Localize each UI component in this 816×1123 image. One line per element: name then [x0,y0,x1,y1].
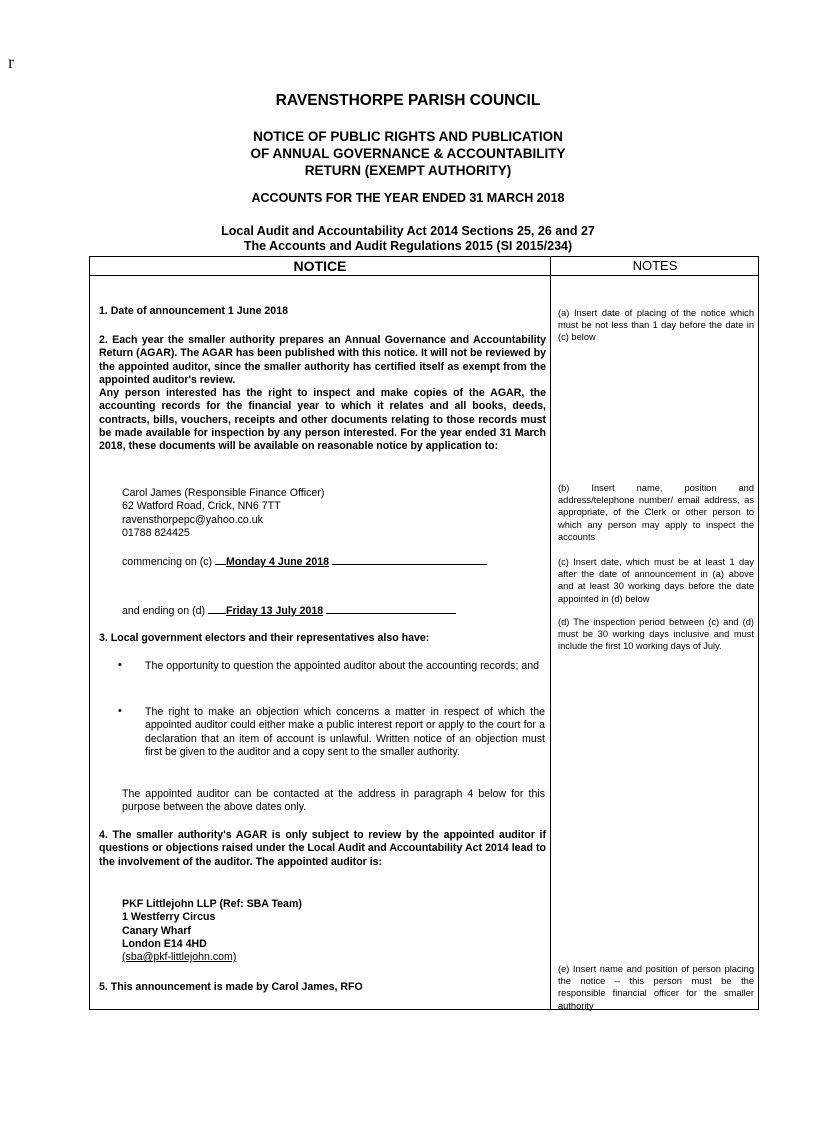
auditor-address [122,898,522,964]
auditor-area: Canary Wharf [122,924,191,937]
legislation-line-1: Local Audit and Accountability Act 2014 Sections 25, 26 and 27 [221,224,595,238]
note-b: (b) Insert name, position and address/telephone number/ email address, as appropriate, of the Clerk or other person to which any person may apply to inspect the accounts [558,483,754,542]
paragraph-3-contact: The appointed auditor can be contacted at the address in paragraph 4 below for this purpose between the above dates only. [122,788,545,814]
ending-label: and ending on (d) [122,605,206,617]
header-divider [90,275,758,276]
accounts-heading: ACCOUNTS FOR THE YEAR ENDED 31 MARCH 2018 [251,191,565,205]
column-divider [550,257,551,1009]
bullet-item-2: The right to make an objection which concerns a matter in respect of which the appointed auditor could either make a public interest report or apply to the court for a declaration that an item of account is unlawful. Written notice of an objection must first be given to the auditor and a copy sent to the smaller authority. [145,706,545,758]
contact-email: ravensthorpepc@yahoo.co.uk [122,513,263,526]
contact-phone: 01788 824425 [122,526,190,539]
note-d: (d) The inspection period between (c) and (d) must be 30 working days inclusive and must include the first 10 working days of July. [558,617,754,652]
auditor-postcode: London E14 4HD [122,937,207,950]
handwritten-mark: r [8,52,14,72]
fill-line [332,554,487,565]
auditor-name: PKF Littlejohn LLP (Ref: SBA Team) [122,898,302,910]
note-a: (a) Insert date of placing of the notice which must be not less than 1 day before the date in (c) below [558,308,754,343]
notice-title-line-2: OF ANNUAL GOVERNANCE & ACCOUNTABILITY [250,146,566,161]
bullet-dot: • [118,705,122,717]
paragraph-1: 1. Date of announcement 1 June 2018 [99,305,288,317]
commencing-line [122,554,542,569]
legislation-line-2: The Accounts and Audit Regulations 2015 (SI 2015/234) [243,239,573,253]
council-name: RAVENSTHORPE PARISH COUNCIL [275,92,541,109]
contact-address: 62 Watford Road, Crick, NN6 7TT [122,500,281,513]
notice-column-header: NOTICE [293,258,347,274]
fill-line [215,554,226,565]
note-e: (e) Insert name and position of person placing the notice – this person must be the responsible financial officer for the smaller authority [558,964,754,1011]
notes-column-header: NOTES [632,258,678,273]
bullet-dot: • [118,659,122,671]
notice-title-line-1: NOTICE OF PUBLIC RIGHTS AND PUBLICATION [253,129,563,144]
ending-date: Friday 13 July 2018 [226,605,324,617]
paragraph-5: 5. This announcement is made by Carol James, RFO [99,981,363,993]
commencing-date: Monday 4 June 2018 [226,556,330,568]
contact-block [122,487,522,540]
bullet-item-1: The opportunity to question the appointed auditor about the accounting records; and [145,660,540,672]
contact-name: Carol James (Responsible Finance Officer) [122,487,325,499]
fill-line [326,603,456,614]
ending-line [122,603,542,618]
auditor-street: 1 Westferry Circus [122,911,216,924]
paragraph-2: 2. Each year the smaller authority prepares an Annual Governance and Accountability Return (AGAR). The AGAR has been published with this notice. It will not be reviewed by the appointed auditor, since the smaller authority has certified itself as exempt from the appointed auditor's review. [99,334,546,386]
legislation-heading [0,224,816,254]
auditor-email-link[interactable]: (sba@pkf-littlejohn.com) [122,951,237,964]
fill-line [208,603,226,614]
notice-title-line-3: RETURN (EXEMPT AUTHORITY) [304,163,512,178]
paragraph-3: 3. Local government electors and their representatives also have: [99,632,430,644]
paragraph-2-rights: Any person interested has the right to inspect and make copies of the AGAR, the accounting records for the financial year to which it relates and all books, deeds, contracts, bills, vouchers, receipts and other documents relating to those records must be made available for inspection by any person interested. For the year ended 31 March 2018, these documents will be available on reasonable notice by application to: [99,387,546,453]
notice-title [0,128,816,179]
notice-table [89,256,759,1010]
commencing-label: commencing on (c) [122,556,213,568]
paragraph-4: 4. The smaller authority's AGAR is only subject to review by the appointed auditor if questions or objections raised under the Local Audit and Accountability Act 2014 lead to the involvement of the auditor. The appointed auditor is: [99,829,546,868]
note-c: (c) Insert date, which must be at least 1 day after the date of announcement in (a) above and at least 30 working days before the date appointed in (d) below [558,557,754,604]
